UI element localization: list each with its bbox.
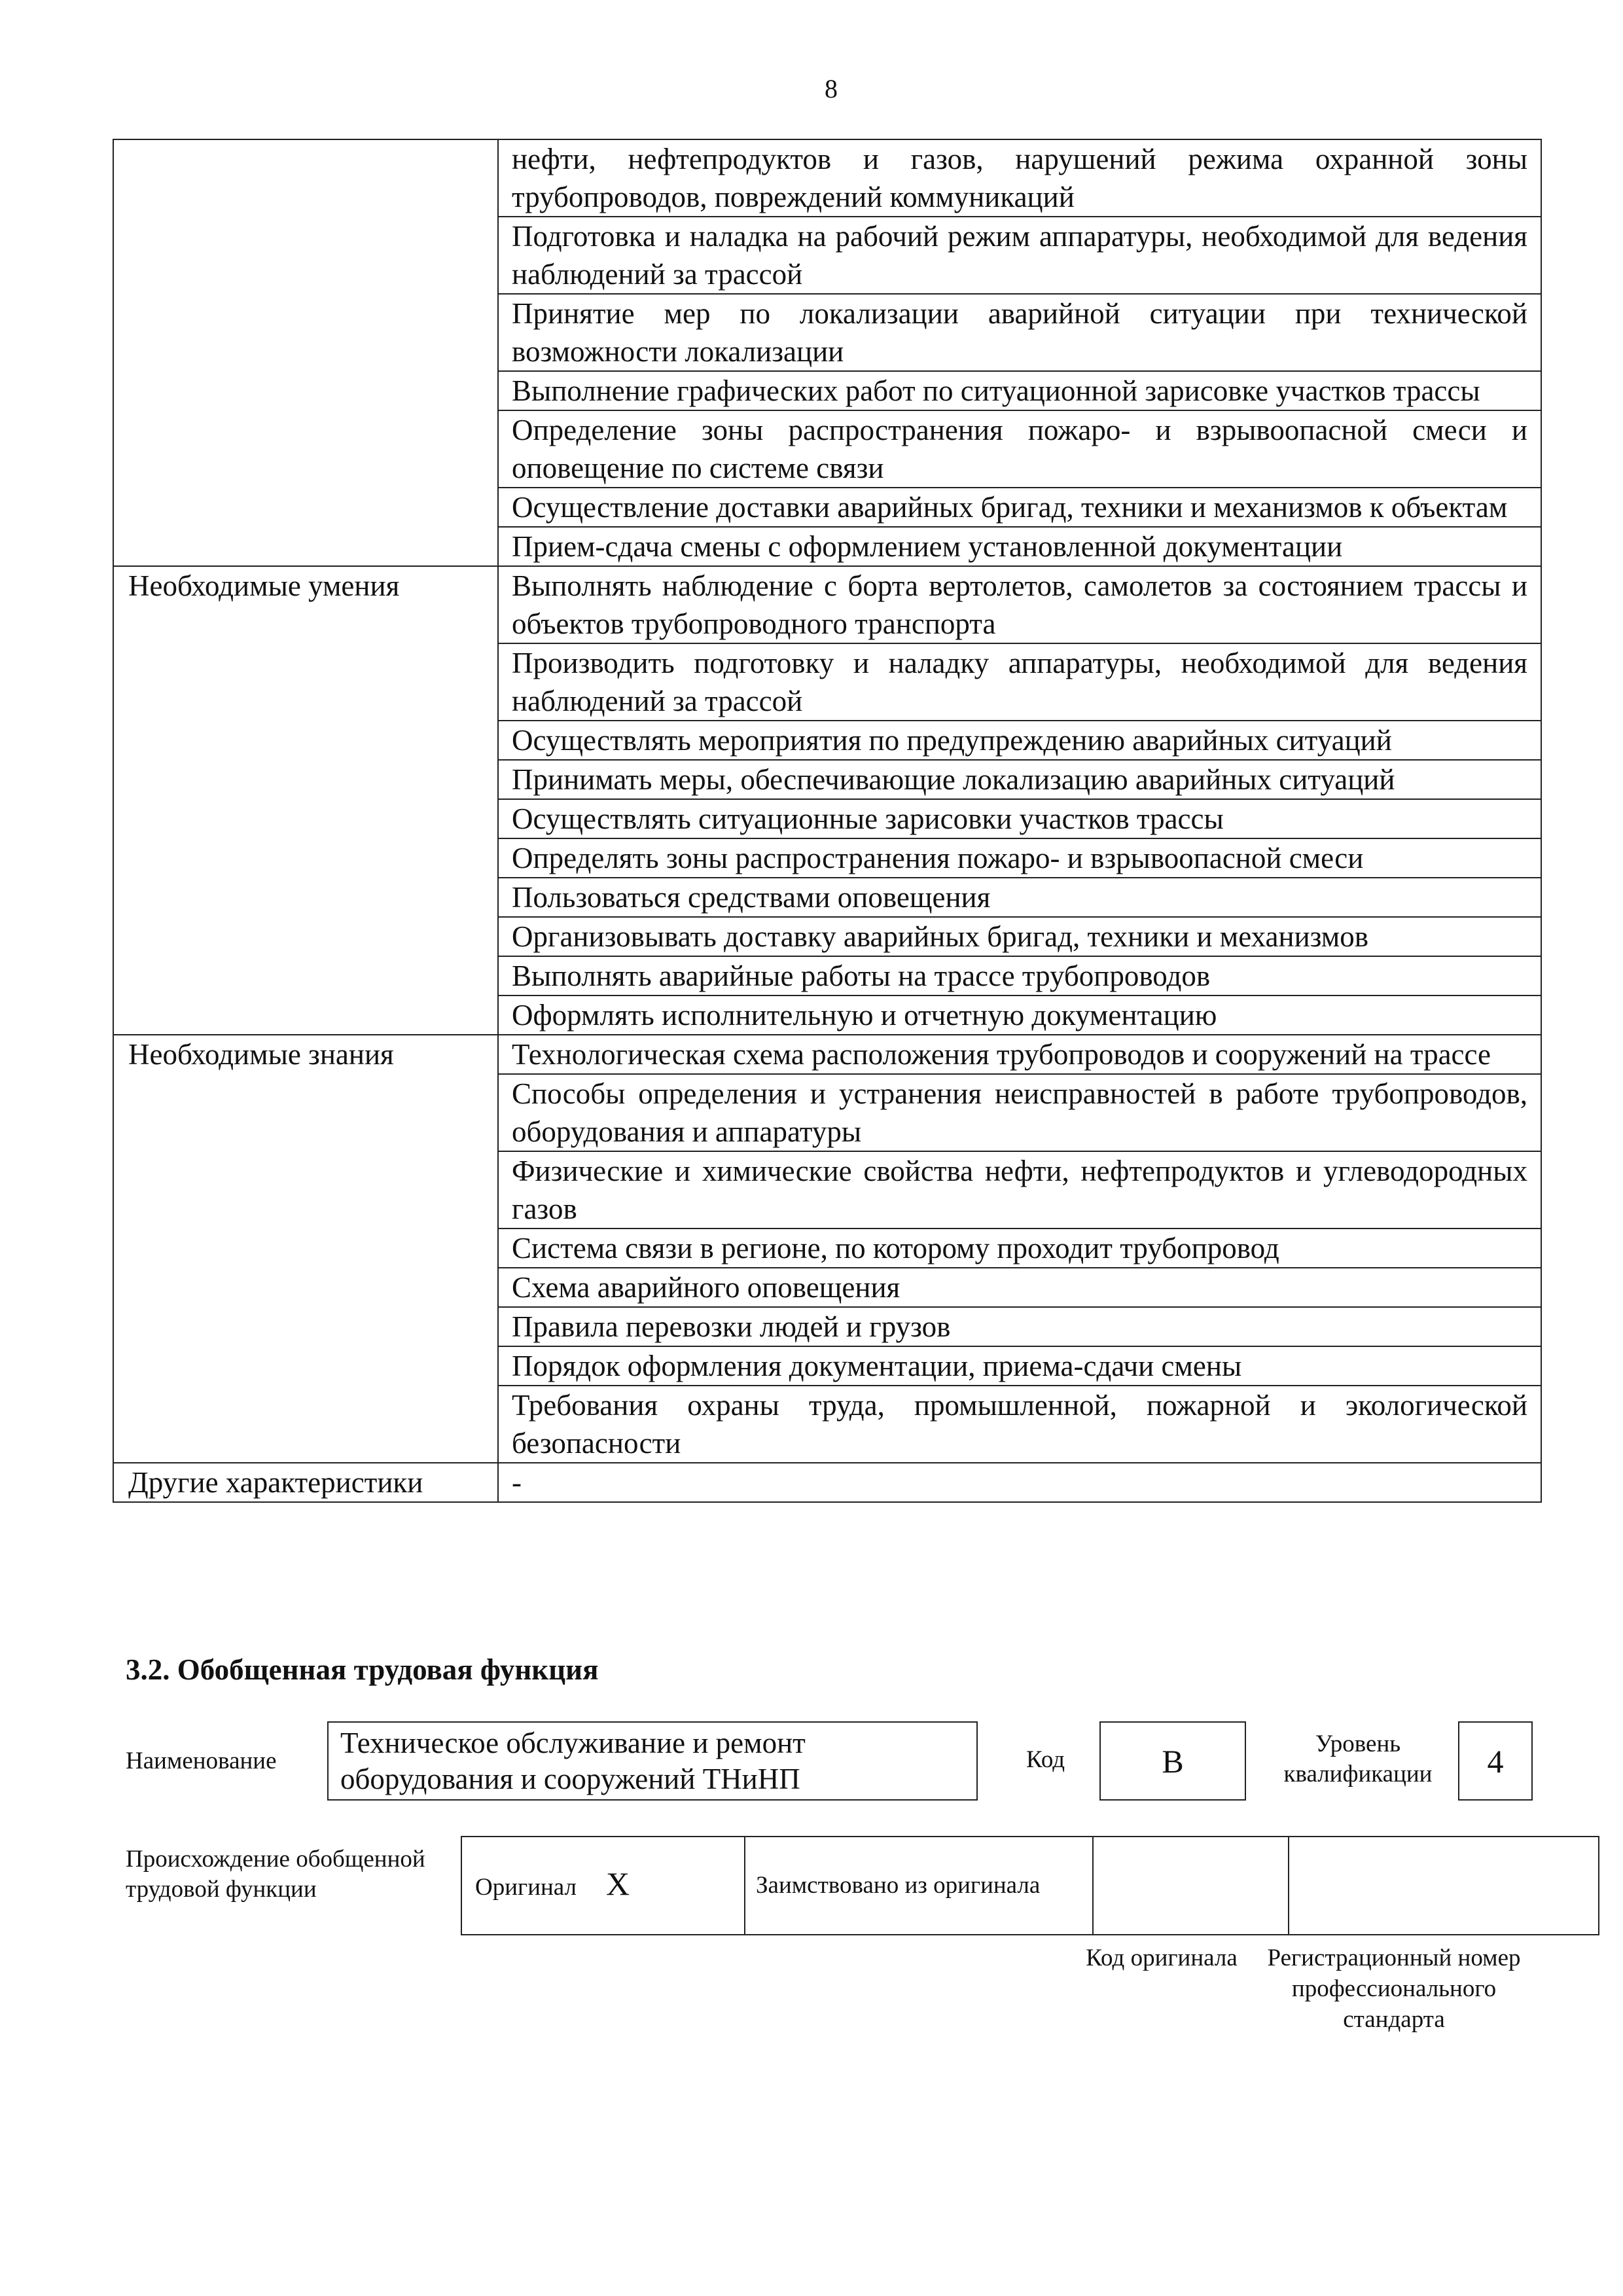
table-cell: Выполнять наблюдение с борта вертолетов, самолетов за состоянием трассы и объектов трубопроводного транспорта bbox=[498, 566, 1541, 643]
table-cell: Способы определения и устранения неисправностей в работе трубопроводов, оборудования и аппаратуры bbox=[498, 1074, 1541, 1151]
table-cell: Требования охраны труда, промышленной, пожарной и экологической безопасности bbox=[498, 1386, 1541, 1463]
table-cell: Физические и химические свойства нефти, нефтепродуктов и углеводородных газов bbox=[498, 1151, 1541, 1229]
code-value-box: B bbox=[1099, 1721, 1246, 1801]
table-row bbox=[113, 1463, 1541, 1502]
table-cell: Оформлять исполнительную и отчетную документацию bbox=[498, 996, 1541, 1035]
code-original-label: Код оригинала bbox=[1086, 1945, 1238, 1971]
table-cell: Осуществлять ситуационные зарисовки участков трассы bbox=[498, 799, 1541, 838]
table-row bbox=[113, 566, 1541, 643]
table-cell: Принимать меры, обеспечивающие локализацию аварийных ситуаций bbox=[498, 760, 1541, 799]
origin-table bbox=[461, 1836, 1599, 1935]
reg-number-label: Регистрационный номер профессионального стандарта bbox=[1267, 1945, 1521, 2033]
row-group-label: Другие характеристики bbox=[113, 1463, 498, 1502]
table-cell: Правила перевозки людей и грузов bbox=[498, 1307, 1541, 1346]
table-cell: Пользоваться средствами оповещения bbox=[498, 878, 1541, 917]
table-cell: Определение зоны распространения пожаро- и взрывоопасной смеси и оповещение по системе связи bbox=[498, 410, 1541, 488]
function-name-box: Техническое обслуживание и ремонт оборудования и сооружений ТНиНП bbox=[327, 1721, 978, 1801]
level-value-box: 4 bbox=[1458, 1721, 1533, 1801]
table-cell: Выполнение графических работ по ситуационной зарисовке участков трассы bbox=[498, 371, 1541, 410]
original-mark: X bbox=[606, 1865, 630, 1902]
table-row bbox=[113, 1035, 1541, 1074]
job-function-table bbox=[113, 139, 1542, 1503]
table-cell: Схема аварийного оповещения bbox=[498, 1268, 1541, 1307]
row-group-label: Необходимые знания bbox=[113, 1035, 498, 1463]
table-cell: нефти, нефтепродуктов и газов, нарушений режима охранной зоны трубопроводов, повреждений коммуникаций bbox=[498, 139, 1541, 217]
table-cell: Принятие мер по локализации аварийной ситуации при технической возможности локализации bbox=[498, 294, 1541, 371]
table-cell: Организовывать доставку аварийных бригад, техники и механизмов bbox=[498, 917, 1541, 956]
table-cell: Осуществлять мероприятия по предупреждению аварийных ситуаций bbox=[498, 721, 1541, 760]
code-original-cell bbox=[1093, 1837, 1289, 1935]
origin-label: Происхождение обобщенной трудовой функции bbox=[126, 1846, 425, 1903]
section-heading: 3.2. Обобщенная трудовая функция bbox=[126, 1653, 599, 1686]
row-group-label: Необходимые умения bbox=[113, 566, 498, 1035]
original-label: Оригинал bbox=[475, 1874, 577, 1901]
table-row bbox=[113, 139, 1541, 217]
table-cell: Прием-сдача смены с оформлением установленной документации bbox=[498, 527, 1541, 566]
table-cell: Система связи в регионе, по которому проходит трубопровод bbox=[498, 1229, 1541, 1268]
page-number: 8 bbox=[825, 74, 838, 103]
table-cell: - bbox=[498, 1463, 1541, 1502]
table-cell: Производить подготовку и наладку аппаратуры, необходимой для ведения наблюдений за трассой bbox=[498, 643, 1541, 721]
table-cell: Выполнять аварийные работы на трассе трубопроводов bbox=[498, 956, 1541, 996]
original-cell bbox=[461, 1837, 745, 1935]
borrowed-label: Заимствовано из оригинала bbox=[745, 1837, 1093, 1935]
table-cell: Осуществление доставки аварийных бригад, техники и механизмов к объектам bbox=[498, 488, 1541, 527]
code-label: Код bbox=[1026, 1746, 1065, 1773]
table-cell: Порядок оформления документации, приема-сдачи смены bbox=[498, 1346, 1541, 1386]
level-label: Уровень квалификации bbox=[1283, 1731, 1433, 1787]
table-cell: Подготовка и наладка на рабочий режим аппаратуры, необходимой для ведения наблюдений за трассой bbox=[498, 217, 1541, 294]
name-label: Наименование bbox=[126, 1748, 277, 1774]
table-cell: Определять зоны распространения пожаро- и взрывоопасной смеси bbox=[498, 838, 1541, 878]
reg-number-cell bbox=[1289, 1837, 1599, 1935]
table-cell: Технологическая схема расположения трубопроводов и сооружений на трассе bbox=[498, 1035, 1541, 1074]
row-group-label bbox=[113, 139, 498, 566]
